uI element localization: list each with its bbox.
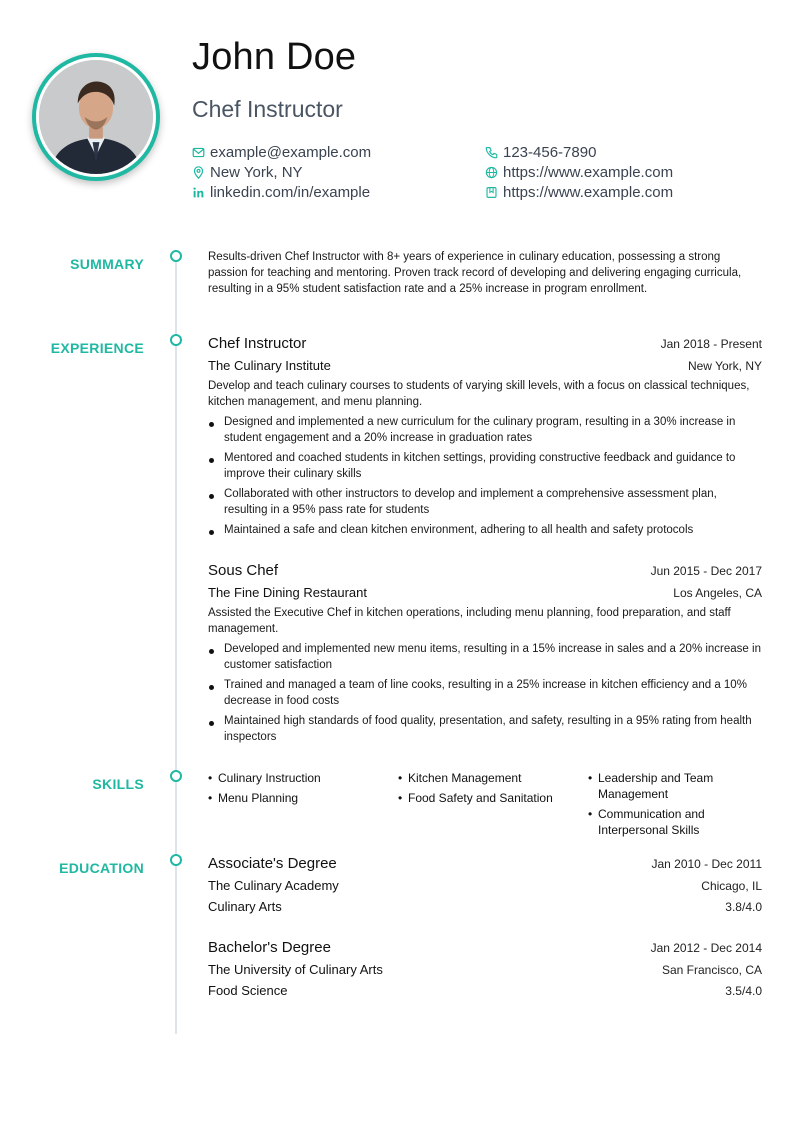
bookmark-icon xyxy=(485,186,498,199)
linkedin-icon xyxy=(192,186,205,199)
timeline-line xyxy=(175,262,177,1034)
timeline-dot-skills xyxy=(170,770,182,782)
contact-email-text: example@example.com xyxy=(210,143,372,161)
job-title: Chef Instructor xyxy=(208,335,307,352)
contact-phone[interactable] xyxy=(485,142,596,162)
list-item: Maintained high standards of food quality, presentation, and safety, resulting in a 95% rating from health inspectors xyxy=(208,713,762,745)
candidate-role: Chef Instructor xyxy=(192,96,343,122)
job-header xyxy=(208,335,762,352)
contact-location-text: New York, NY xyxy=(210,163,303,181)
edu-dates: Jan 2012 - Dec 2014 xyxy=(650,941,762,955)
contact-website[interactable] xyxy=(485,162,673,182)
list-item: Collaborated with other instructors to develop and implement a comprehensive assessment plan, resulting in a 95% pass rate for students xyxy=(208,486,762,518)
section-label-summary: SUMMARY xyxy=(70,256,144,272)
skill-item: • Food Safety and Sanitation xyxy=(398,790,578,806)
globe-icon xyxy=(485,166,498,179)
edu-school-row xyxy=(208,962,762,977)
edu-location: Chicago, IL xyxy=(701,879,762,893)
skill-item: • Kitchen Management xyxy=(398,770,578,786)
contact-portfolio[interactable] xyxy=(485,182,673,202)
section-label-education: EDUCATION xyxy=(59,860,144,876)
experience-item xyxy=(208,335,762,542)
job-dates: Jun 2015 - Dec 2017 xyxy=(650,564,762,578)
contact-location xyxy=(192,162,303,182)
avatar xyxy=(39,60,153,174)
summary-text: Results-driven Chef Instructor with 8+ years of experience in culinary education, possessing a strong passion for teaching and mentoring. Proven track record of developing and delivering engaging curricula, resulting in a 95% student satisfaction rate and a 25% increase in program enrollment. xyxy=(208,251,742,295)
edu-school-row xyxy=(208,878,762,893)
phone-icon xyxy=(485,146,498,159)
job-company: The Culinary Institute xyxy=(208,358,331,373)
job-company: The Fine Dining Restaurant xyxy=(208,585,367,600)
timeline-dot-experience xyxy=(170,334,182,346)
timeline-dot-education xyxy=(170,854,182,866)
job-location: Los Angeles, CA xyxy=(673,586,762,600)
job-location: New York, NY xyxy=(687,359,762,373)
contact-linkedin-text: linkedin.com/in/example xyxy=(210,183,371,201)
edu-header xyxy=(208,939,762,956)
experience-item xyxy=(208,562,762,749)
education-item xyxy=(208,855,762,914)
list-item: Trained and managed a team of line cooks, resulting in a 25% increase in kitchen efficiency and a 10% decrease in food costs xyxy=(208,677,762,709)
timeline-dot-summary xyxy=(170,250,182,262)
edu-header xyxy=(208,855,762,872)
contact-linkedin[interactable] xyxy=(192,182,370,202)
edu-school: The University of Culinary Arts xyxy=(208,962,383,977)
edu-gpa: 3.5/4.0 xyxy=(725,984,762,998)
section-label-experience: EXPERIENCE xyxy=(50,340,144,356)
contact-phone-text: 123-456-7890 xyxy=(503,143,597,161)
job-header xyxy=(208,562,762,579)
job-company-row xyxy=(208,358,762,373)
edu-field: Culinary Arts xyxy=(208,899,282,914)
profile-photo xyxy=(32,53,160,181)
edu-location: San Francisco, CA xyxy=(661,963,762,977)
job-dates: Jan 2018 - Present xyxy=(660,337,762,351)
mail-icon xyxy=(192,146,205,159)
list-item: Mentored and coached students in kitchen settings, providing constructive feedback and guidance to improve their culinary skills xyxy=(208,450,762,482)
contact-portfolio-text: https://www.example.com xyxy=(503,183,674,201)
edu-degree: Bachelor's Degree xyxy=(208,939,331,956)
contact-website-text: https://www.example.com xyxy=(503,163,674,181)
edu-degree: Associate's Degree xyxy=(208,855,337,872)
edu-field-row xyxy=(208,899,762,914)
map-pin-icon xyxy=(192,166,205,179)
skill-item: • Culinary Instruction xyxy=(208,770,388,786)
edu-gpa: 3.8/4.0 xyxy=(725,900,762,914)
section-label-skills: SKILLS xyxy=(92,776,144,792)
candidate-name: John Doe xyxy=(192,36,357,78)
education-item xyxy=(208,939,762,998)
edu-field: Food Science xyxy=(208,983,288,998)
job-bullets xyxy=(208,641,762,745)
edu-dates: Jan 2010 - Dec 2011 xyxy=(651,857,762,871)
job-description: Assisted the Executive Chef in kitchen operations, including menu planning, food preparation, and staff management. xyxy=(208,607,731,635)
contact-email[interactable] xyxy=(192,142,371,162)
list-item: Developed and implemented new menu items, resulting in a 15% increase in sales and a 20% increase in customer satisfaction xyxy=(208,641,762,673)
edu-field-row xyxy=(208,983,762,998)
edu-school: The Culinary Academy xyxy=(208,878,339,893)
list-item: Designed and implemented a new curriculum for the culinary program, resulting in a 30% increase in student engagement and a 20% increase in graduation rates xyxy=(208,414,762,446)
job-title: Sous Chef xyxy=(208,562,279,579)
skill-item: • Menu Planning xyxy=(208,790,388,806)
list-item: Maintained a safe and clean kitchen environment, adhering to all health and safety protocols xyxy=(208,522,762,538)
job-description: Develop and teach culinary courses to students of varying skill levels, with a focus on classical techniques, kitchen management, and menu planning. xyxy=(208,380,750,408)
skill-item: • Communication and Interpersonal Skills xyxy=(588,806,738,838)
skill-item: • Leadership and Team Management xyxy=(588,770,738,802)
job-bullets xyxy=(208,414,762,538)
job-company-row xyxy=(208,585,762,600)
